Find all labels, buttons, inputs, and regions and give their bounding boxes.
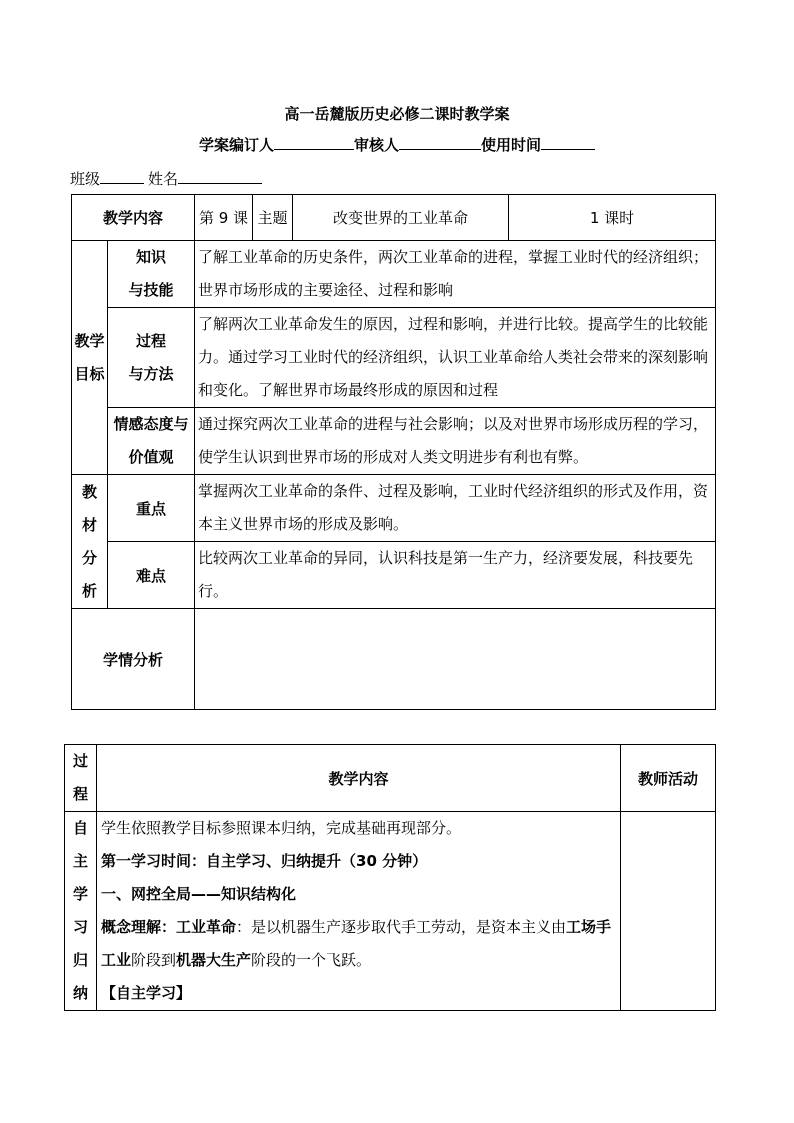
process-text: 了解两次工业革命发生的原因，过程和影响，并进行比较。提高学生的比较能力。通过学习工业时代的经济组织，认识工业革命给人类社会带来的深刻影响和变化。了解世界市场最终形成的原因和过程 <box>195 308 716 408</box>
doc-title: 高一岳麓版历史必修二课时教学案 <box>284 105 510 123</box>
emotion-label <box>108 408 195 475</box>
doc-meta-line <box>0 134 794 155</box>
editor-label: 学案编订人 <box>198 136 274 154</box>
knowledge-structure-heading: 一、网控全局——知识结构化 <box>101 885 297 903</box>
process-label <box>108 308 195 408</box>
key-points-label: 重点 <box>108 475 195 542</box>
analysis-char: 教 <box>81 482 97 501</box>
student-analysis-cell[interactable] <box>195 609 716 710</box>
difficult-points-text: 比较两次工业革命的异同，认识科技是第一生产力，经济要发展，科技要先行。 <box>195 542 716 609</box>
lesson-info-table <box>71 194 716 710</box>
knowledge-label-line2: 与技能 <box>128 281 174 299</box>
self-study-char: 习 <box>72 918 88 936</box>
self-study-char: 纳 <box>72 984 88 1002</box>
self-study-char: 自 <box>72 819 88 837</box>
key-points-text: 掌握两次工业革命的条件、过程及影响，工业时代经济组织的形式及作用，资本主义世界市场的形成及影响。 <box>195 475 716 542</box>
difficult-points-label: 难点 <box>108 542 195 609</box>
reviewer-label: 审核人 <box>353 136 399 154</box>
content-label: 教学内容 <box>72 195 195 241</box>
topic-label: 主题 <box>253 195 293 241</box>
teacher-activity-header: 教师活动 <box>621 745 716 812</box>
goals-label-line1: 教学 <box>74 331 105 350</box>
date-blank[interactable] <box>541 135 595 150</box>
lesson-number: 第 9 课 <box>195 195 253 241</box>
concept-text-b: 阶段到 <box>131 951 177 969</box>
date-label: 使用时间 <box>481 136 542 154</box>
name-label: 姓名 <box>148 170 179 188</box>
analysis-char: 分 <box>81 548 97 567</box>
topic-value: 改变世界的工业革命 <box>293 195 509 241</box>
goals-label <box>72 241 108 475</box>
content-column-header: 教学内容 <box>97 745 621 812</box>
self-study-heading: 【自主学习】 <box>101 984 192 1002</box>
concept-bold-b: 机器大生产 <box>176 951 252 969</box>
reviewer-blank[interactable] <box>399 135 481 150</box>
self-study-content <box>97 812 621 1011</box>
self-study-char: 学 <box>72 885 88 903</box>
emotion-label-line2: 价值观 <box>128 448 174 466</box>
class-blank[interactable] <box>100 169 144 184</box>
concept-bold-a: 工场手工业 <box>101 918 612 969</box>
name-blank[interactable] <box>178 169 262 184</box>
self-study-char: 归 <box>72 951 88 969</box>
class-hours: 1 课时 <box>509 195 716 241</box>
process-char: 程 <box>72 785 88 803</box>
analysis-char: 析 <box>81 581 97 600</box>
process-label-line2: 与方法 <box>128 364 174 383</box>
knowledge-text: 了解工业革命的历史条件，两次工业革命的进程，掌握工业时代的经济组织；世界市场形成的主要途径、过程和影响 <box>195 241 716 308</box>
material-analysis-label <box>72 475 108 609</box>
self-study-char: 主 <box>72 852 88 870</box>
process-char: 过 <box>72 752 88 770</box>
study-time-line: 第一学习时间：自主学习、归纳提升（30 分钟） <box>101 852 428 870</box>
knowledge-label-line1: 知识 <box>136 248 167 266</box>
process-column-label <box>65 745 97 812</box>
knowledge-label <box>108 241 195 308</box>
concept-text-a: ：是以机器生产逐步取代手工劳动，是资本主义由 <box>236 918 567 936</box>
teaching-process-table <box>64 744 716 1011</box>
concept-label: 概念理解： <box>101 918 177 936</box>
concept-definition <box>97 911 620 977</box>
concept-term: 工业革命 <box>176 918 237 936</box>
student-analysis-label: 学情分析 <box>72 609 195 710</box>
self-study-label <box>65 812 97 1011</box>
analysis-char: 材 <box>81 515 97 534</box>
concept-text-c: 阶段的一个飞跃。 <box>251 951 372 969</box>
goals-label-line2: 目标 <box>74 364 105 383</box>
emotion-text: 通过探究两次工业革命的进程与社会影响；以及对世界市场形成历程的学习，使学生认识到世界市场的形成对人类文明进步有利也有弊。 <box>195 408 716 475</box>
editor-blank[interactable] <box>274 135 354 150</box>
class-label: 班级 <box>70 170 101 188</box>
instruction-line: 学生依照教学目标参照课本归纳，完成基础再现部分。 <box>101 819 462 837</box>
class-name-line <box>70 168 262 189</box>
teacher-activity-cell[interactable] <box>621 812 716 1011</box>
emotion-label-line1: 情感态度与 <box>113 415 189 433</box>
process-label-line1: 过程 <box>136 331 167 350</box>
